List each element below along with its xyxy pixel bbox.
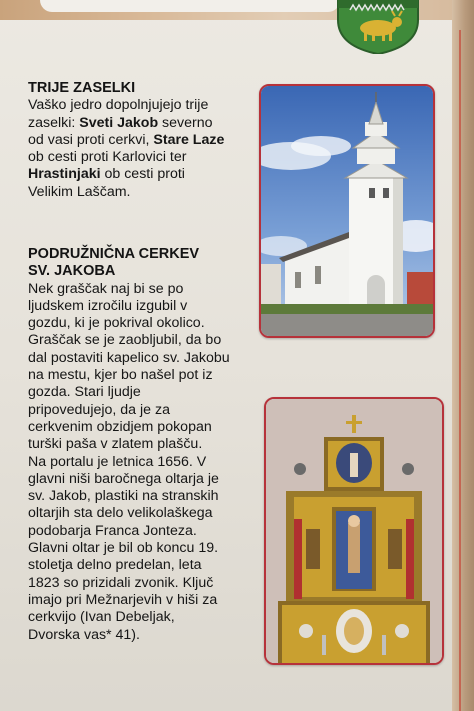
cerkev-line: Na portalu je letnica 1656. V [28,453,207,470]
cerkev-line: podobarja Franca Jonteza. [28,522,197,539]
section-zaselki-heading: TRIJE ZASELKI [28,80,136,96]
zaselki-line-4: ob cesti proti Karlovici ter [28,149,187,166]
board-top-highlight [40,0,340,12]
cerkev-line: gozda. Stari ljudje [28,384,141,401]
church-photo [259,84,435,338]
cerkev-line: sv. Jakob, plastiki na stranskih [28,488,219,505]
cerkev-line: ljudskem izročilu izgubil v [28,297,188,314]
cerkev-line: Glavni oltar je bil ob koncu 19. [28,540,219,557]
cerkev-line: Nek graščak naj bi se po [28,280,184,297]
zaselki-line-5: Hrastinjaki ob cesti proti [28,166,185,183]
cerkev-line: na mestu, kjer bo našel pot iz [28,367,213,384]
cerkev-line: glavni niši baročnega oltarja je [28,470,219,487]
section-cerkev-heading-1: PODRUŽNIČNA CERKEV [28,246,200,262]
cerkev-line: gozdu, ki je pokrival okolico. [28,315,205,332]
board-right-frame [452,0,474,711]
cerkev-line: oltarjih sta delo velikolaškega [28,505,213,522]
cerkev-line: stoletja delno predelan, leta [28,557,202,574]
cerkev-line: turški paša v zlatem plašču. [28,436,203,453]
zaselki-line-3: od vasi proti cerkvi, Stare Laze [28,131,225,148]
zaselki-line-2: zaselki: Sveti Jakob severno [28,114,213,131]
section-cerkev [28,246,260,644]
altar-photo [264,397,444,665]
cerkev-line: 1823 so prizidali zvonik. Ključ [28,574,214,591]
section-zaselki [28,80,258,201]
cerkev-line: cerkvenim obzidjem pokopan [28,418,212,435]
zaselki-line-1: Vaško jedro dopolnjujejo trije [28,97,209,114]
section-cerkev-heading-2: SV. JAKOBA [28,263,116,280]
cerkev-line: dal postaviti kapelico sv. Jakobu [28,349,230,366]
cerkev-line: Dvorska vas* 41). [28,626,140,643]
zaselki-line-6: Velikim Laščam. [28,183,131,200]
cerkev-line: imajo pri Mežnarjevih v hiši za [28,591,218,608]
cerkev-line: cerkvijo (Ivan Debeljak, [28,609,175,626]
cerkev-line: Graščak se je zaobljubil, da bo [28,332,222,349]
coat-of-arms-icon [334,0,422,54]
section-cerkev-body [28,281,260,644]
cerkev-line: pripovedujejo, da je za [28,401,170,418]
